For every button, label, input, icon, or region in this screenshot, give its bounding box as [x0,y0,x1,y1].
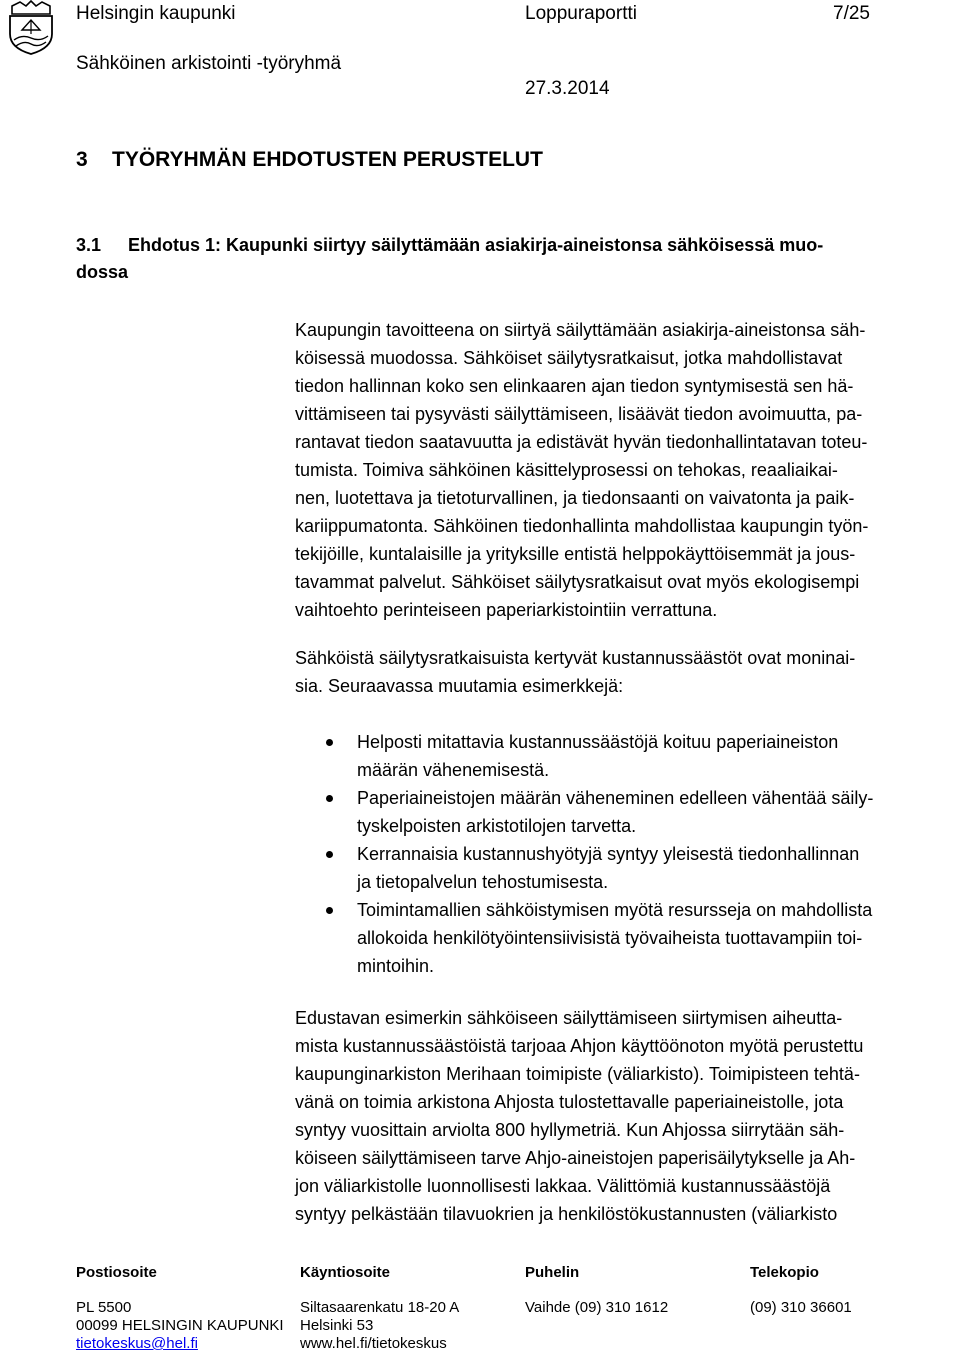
paragraph-line: tiedon hallinnan koko sen elinkaaren ajan tiedon syntymisestä sen hä- [295,376,854,396]
subsection-number: 3.1 [76,235,102,255]
paragraph-line: tekijöille, kuntalaisille ja yrityksille entistä helppokäyttöisemmät ja jous- [295,544,856,564]
paragraph-line: tumista. Toimiva sähköinen käsittelyprosessi on tehokas, reaaliaikai- [295,460,838,480]
helsinki-crest-icon [2,0,60,56]
footer-visit-label: Käyntiosoite [300,1264,391,1281]
paragraph-line: vaihtoehto perinteiseen paperiarkistointiin verrattuna. [295,600,718,620]
paragraph-line: vänä on toimia arkistona Ahjosta tulostettavalle paperiaineistolle, jota [295,1092,844,1112]
list-item-line: tyskelpoisten arkistotilojen tarvetta. [357,816,637,836]
paragraph-line: köisessä muodossa. Sähköiset säilytysratkaisut, jotka mahdollistavat [295,348,843,368]
list-item-line: Helposti mitattavia kustannussäästöjä koituu paperiaineiston [357,732,839,752]
footer-visit-line: Helsinki 53 [300,1317,374,1334]
section-heading [76,147,543,173]
footer-fax-number: (09) 310 36601 [750,1299,852,1316]
header-group: Sähköinen arkistointi -työryhmä [76,53,342,74]
paragraph-line: vittämiseen tai pysyvästi säilyttämiseen, lisäävät tiedon avoimuutta, pa- [295,404,863,424]
paragraph-line: köiseen säilyttämiseen tarve Ahjo-aineistojen paperisäilytykselle ja Ah- [295,1148,856,1168]
footer-website: www.hel.fi/tietokeskus [300,1335,447,1352]
paragraph-line: rantavat tiedon saatavuutta ja edistävät hyvän tiedonhallintatavan toteu- [295,432,868,452]
paragraph-line: syntyy vuosittain arviolta 800 hyllymetriä. Kun Ahjossa siirrytään säh- [295,1120,845,1140]
header-page-number: 7/25 [833,3,870,24]
header-org: Helsingin kaupunki [76,3,236,24]
paragraph-line: tavammat palvelut. Sähköiset säilytysratkaisut ovat myös ekologisempi [295,572,860,592]
paragraph-line: syntyy pelkästään tilavuokrien ja henkilöstökustannusten (väliarkisto [295,1204,838,1224]
list-item-line: määrän vähenemisestä. [357,760,550,780]
bullet-icon [326,907,333,914]
paragraph-line: nen, luotettava ja tietoturvallinen, ja tiedonsaanti on vaivatonta ja paik- [295,488,855,508]
footer-phone-number: Vaihde (09) 310 1612 [525,1299,669,1316]
section-title: TYÖRYHMÄN EHDOTUSTEN PERUSTELUT [112,148,543,171]
paragraph-line: mista kustannussäästöistä tarjoaa Ahjon käyttöönoton myötä perustettu [295,1036,864,1056]
list-item-line: ja tietopalvelun tehostumisesta. [357,872,609,892]
footer-postal-label: Postiosoite [76,1264,157,1281]
paragraph-line: kaupunginarkiston Merihaan toimipiste (väliarkisto). Toimipisteen tehtä- [295,1064,860,1084]
list-item-line: Kerrannaisia kustannushyötyjä syntyy yleisestä tiedonhallinnan [357,844,860,864]
list-item-line: allokoida henkilötyöintensiivisistä työvaiheista tuottavampiin toi- [357,928,863,948]
header-doc-type: Loppuraportti [525,3,637,24]
bullet-icon [326,795,333,802]
list-item-line: Paperiaineistojen määrän väheneminen edelleen vähentää säily- [357,788,874,808]
paragraph-line: Edustavan esimerkin sähköiseen säilyttämiseen siirtymisen aiheutta- [295,1008,843,1028]
paragraph-line: Kaupungin tavoitteena on siirtyä säilyttämään asiakirja-aineistonsa säh- [295,320,866,340]
bullet-icon [326,851,333,858]
footer-fax-label: Telekopio [750,1264,819,1281]
bullet-icon [326,739,333,746]
subsection-title-line2: dossa [76,262,129,282]
footer-phone-label: Puhelin [525,1264,580,1281]
subsection-title-line1: Ehdotus 1: Kaupunki siirtyy säilyttämään asiakirja-aineistonsa sähköisessä muo- [128,235,824,255]
paragraph-line: kariippumatonta. Sähköinen tiedonhallinta mahdollistaa kaupungin työn- [295,516,869,536]
list-item-line: Toimintamallien sähköistymisen myötä resursseja on mahdollista [357,900,873,920]
list-item-line: mintoihin. [357,956,435,976]
paragraph-line: Sähköistä säilytysratkaisuista kertyvät kustannussäästöt ovat moninai- [295,648,856,668]
section-number: 3 [76,148,88,171]
paragraph-line: sia. Seuraavassa muutamia esimerkkejä: [295,676,624,696]
footer-email-link[interactable]: tietokeskus@hel.fi [76,1335,198,1352]
subsection-heading [76,232,824,286]
footer-postal-line: 00099 HELSINGIN KAUPUNKI [76,1317,284,1334]
paragraph-line: jon väliarkistolle luonnollisesti lakkaa. Välittömiä kustannussäästöjä [295,1176,831,1196]
footer-visit-line: Siltasaarenkatu 18-20 A [300,1299,460,1316]
footer-postal-line: PL 5500 [76,1299,132,1316]
header-date: 27.3.2014 [525,78,610,99]
